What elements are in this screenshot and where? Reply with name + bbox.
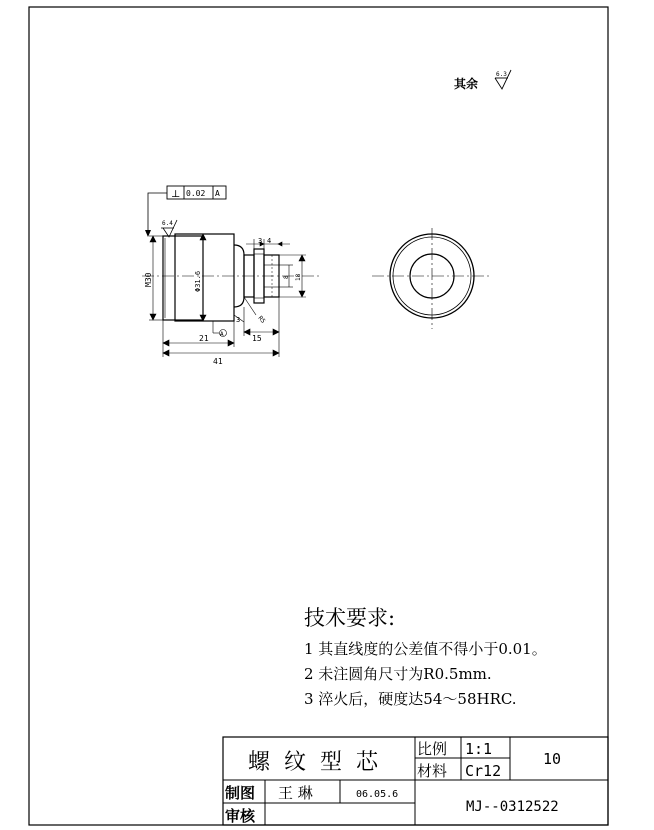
dim-diameter: Φ31.6 bbox=[194, 270, 202, 292]
dim-3b: 3 bbox=[236, 316, 241, 324]
part-name: 螺纹型芯 bbox=[248, 750, 393, 775]
drawn-by: 王 琳 bbox=[278, 784, 313, 802]
drawn-label: 制图 bbox=[225, 784, 256, 802]
tolerance-value: 0.02 bbox=[186, 189, 206, 198]
scale-value: 1:1 bbox=[465, 740, 493, 758]
checked-label: 审核 bbox=[225, 807, 256, 825]
tolerance-frame bbox=[145, 186, 226, 237]
material-value: Cr12 bbox=[465, 762, 502, 780]
dim-41: 41 bbox=[213, 357, 223, 366]
perpendicularity-icon: ⊥ bbox=[171, 189, 181, 200]
dim-4: 4 bbox=[267, 237, 272, 245]
side-dimension-labels bbox=[144, 237, 302, 366]
roughness-remaining-value: 6.3 bbox=[496, 71, 507, 78]
flange-body bbox=[175, 234, 234, 321]
part-end-view bbox=[372, 228, 492, 329]
requirements-title: 技术要求: bbox=[304, 606, 396, 630]
dim-8: 8 bbox=[283, 275, 290, 279]
side-dimensions bbox=[149, 234, 306, 357]
dim-thread: M30 bbox=[144, 272, 153, 287]
scale-label: 比例 bbox=[417, 740, 448, 758]
dim-18: 18 bbox=[295, 273, 302, 281]
roughness-remaining bbox=[454, 70, 511, 91]
part-side-view bbox=[142, 234, 320, 321]
quantity: 10 bbox=[543, 750, 562, 768]
datum-marker: A bbox=[220, 331, 224, 338]
title-block-text bbox=[225, 740, 561, 825]
requirement-3: 3 淬火后，硬度达54～58HRC. bbox=[304, 690, 517, 708]
drawn-date: 06.05.6 bbox=[356, 789, 399, 800]
roughness-face-value: 6.4 bbox=[162, 220, 173, 227]
material-label: 材料 bbox=[417, 762, 448, 780]
dim-3: 3 bbox=[258, 237, 263, 245]
dim-15: 15 bbox=[252, 334, 262, 343]
tolerance-datum: A bbox=[215, 189, 220, 198]
requirement-1: 1 其直线度的公差值不得小于0.01。 bbox=[304, 640, 547, 658]
technical-requirements bbox=[304, 606, 547, 708]
requirement-2: 2 未注圆角尺寸为R0.5mm. bbox=[304, 665, 492, 683]
dim-21: 21 bbox=[199, 334, 209, 343]
drawing-number: MJ--0312522 bbox=[466, 799, 559, 815]
callout-r: R5 bbox=[256, 314, 267, 325]
roughness-remaining-label: 其余 bbox=[454, 77, 479, 91]
